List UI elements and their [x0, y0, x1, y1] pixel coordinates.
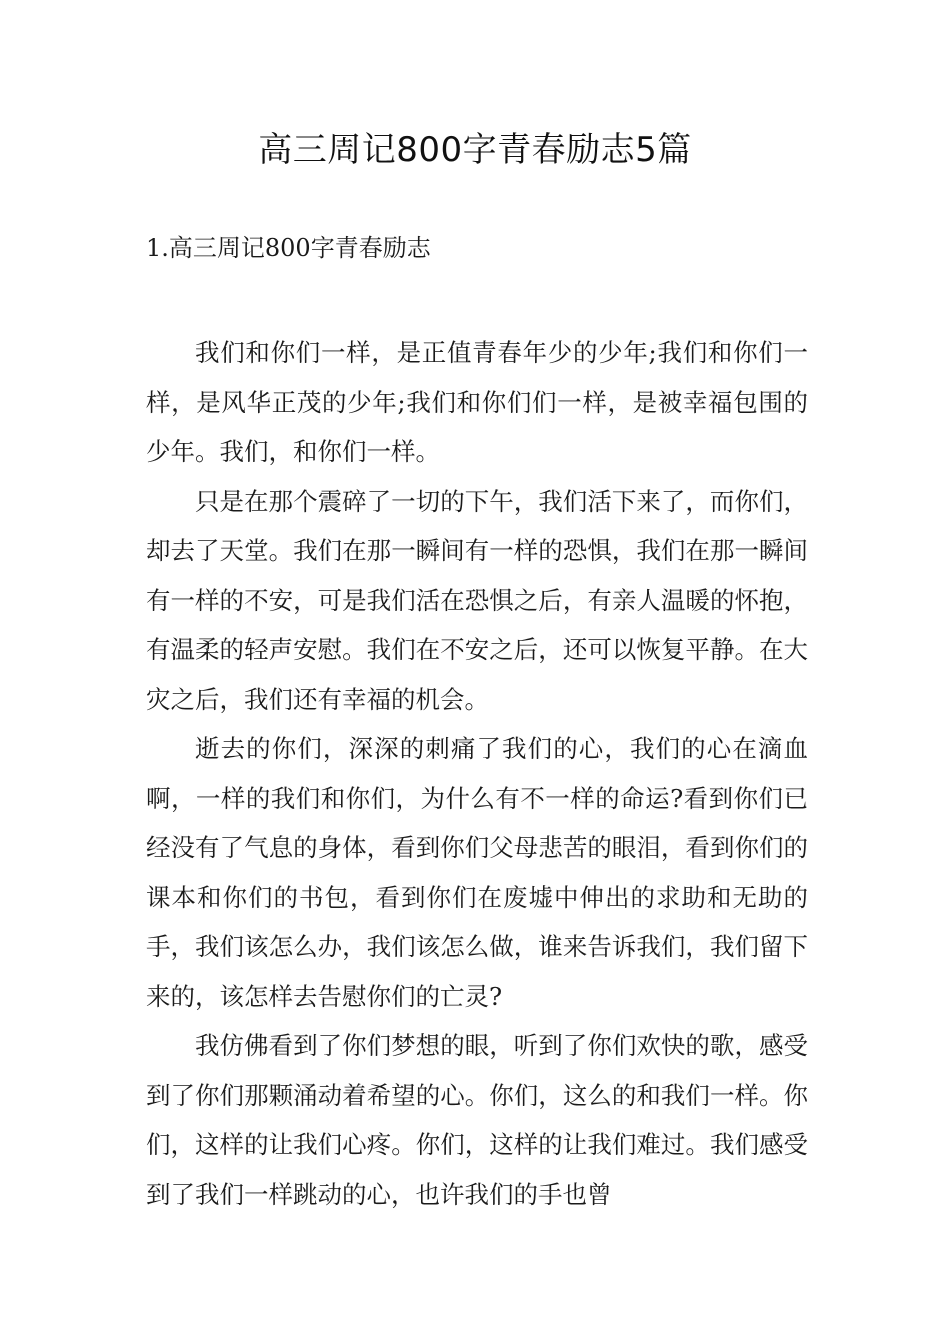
section-heading: 1.高三周记800字青春励志 — [146, 234, 431, 262]
document-title: 高三周记800字青春励志5篇 — [258, 130, 692, 170]
article-body — [146, 328, 808, 1219]
paragraph-4: 我仿佛看到了你们梦想的眼，听到了你们欢快的歌，感受到了你们那颗涌动着希望的心。你们，这么的和我们一样。你们，这样的让我们心疼。你们，这样的让我们难过。我们感受到了我们一样跳动的心，也许我们的手也曾 — [146, 1031, 808, 1209]
paragraph-2: 只是在那个震碎了一切的下午，我们活下来了，而你们，却去了天堂。我们在那一瞬间有一样的恐惧，我们在那一瞬间有一样的不安，可是我们活在恐惧之后，有亲人温暖的怀抱，有温柔的轻声安慰。我们在不安之后，还可以恢复平静。在大灾之后，我们还有幸福的机会。 — [146, 486, 808, 714]
paragraph-3: 逝去的你们，深深的刺痛了我们的心，我们的心在滴血啊，一样的我们和你们，为什么有不一样的命运?看到你们已经没有了气息的身体，看到你们父母悲苦的眼泪，看到你们的课本和你们的书包，看到你们在废墟中伸出的求助和无助的手，我们该怎么办，我们该怎么做，谁来告诉我们，我们留下来的，该怎样去告慰你们的亡灵? — [146, 734, 808, 1011]
paragraph-1: 我们和你们一样，是正值青春年少的少年;我们和你们一样，是风华正茂的少年;我们和你们们一样，是被幸福包围的少年。我们，和你们一样。 — [146, 338, 808, 466]
